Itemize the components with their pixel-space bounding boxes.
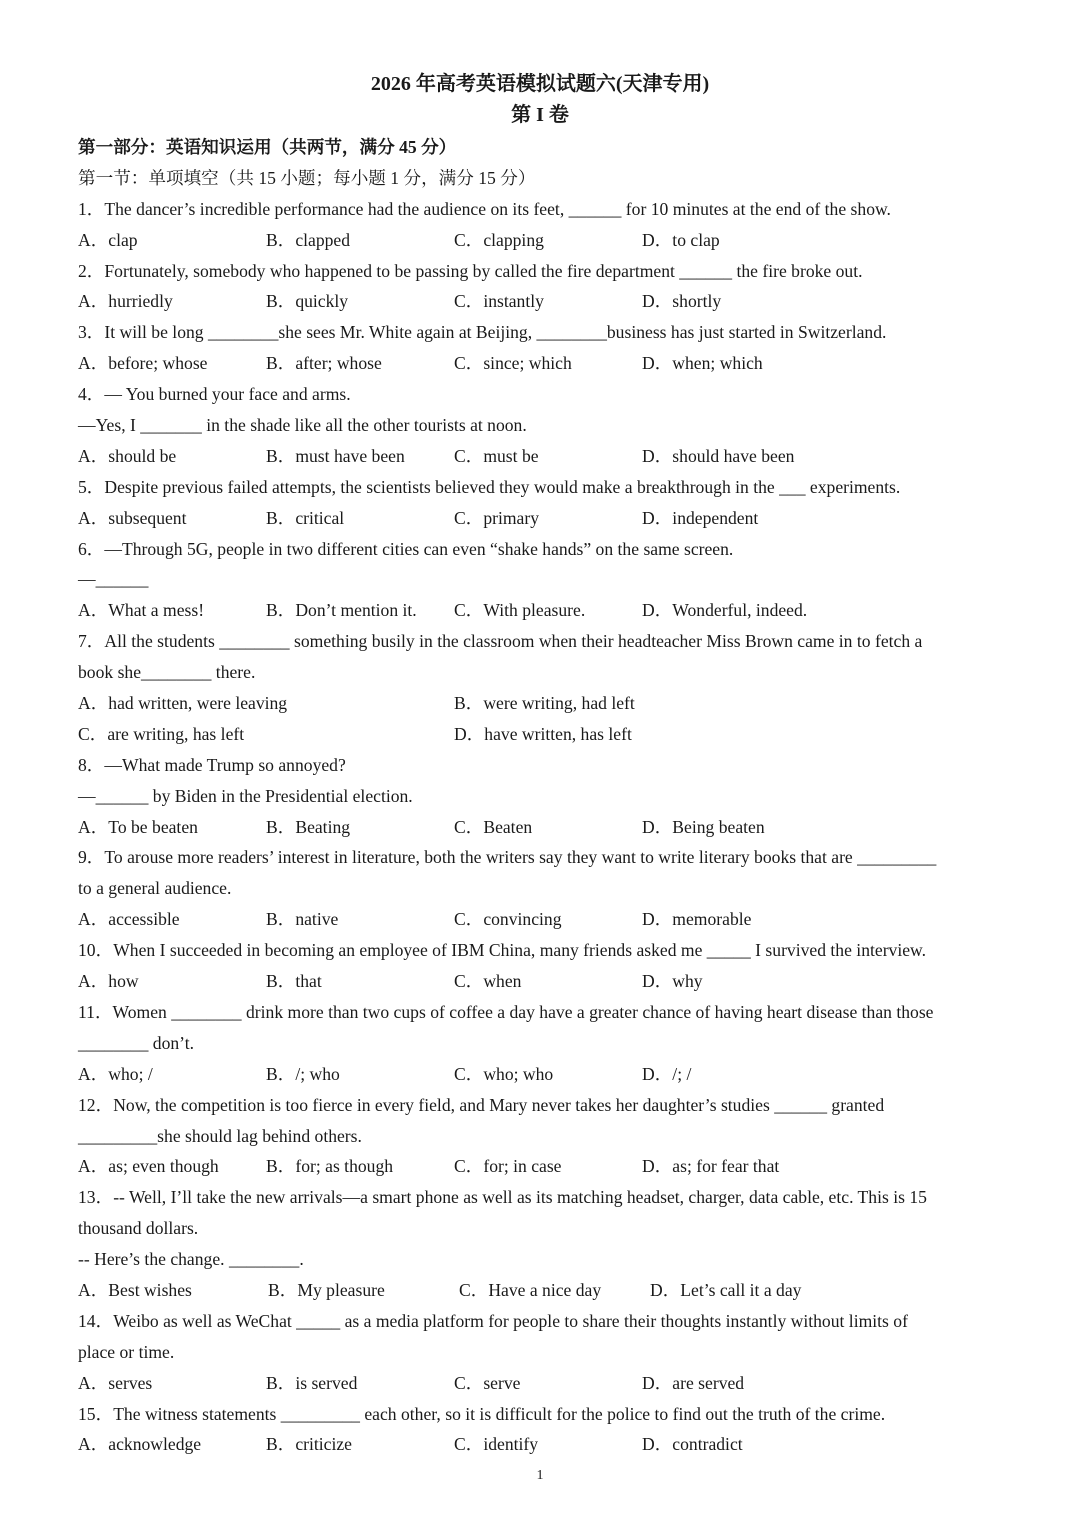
- option-d: D．to clap: [642, 229, 720, 250]
- option-c: C．must be: [454, 445, 539, 466]
- question-13-reply: -- Here’s the change. ________.: [78, 1249, 304, 1270]
- option-b: B．criticize: [266, 1434, 352, 1455]
- option-c: C．who; who: [454, 1063, 554, 1084]
- question-6-reply: —______: [78, 569, 149, 590]
- question-4-options: [78, 441, 1008, 472]
- question-7-stem: 7．All the students ________ something busily in the classroom when their headteacher Miss Brown came in to fetch a: [78, 631, 923, 652]
- question-14-stem: 14．Weibo as well as WeChat _____ as a media platform for people to share their thoughts instantly without limits of: [78, 1310, 908, 1331]
- question-3-stem: 3．It will be long ________she sees Mr. White again at Beijing, ________business has just started in Switzerland.: [78, 322, 887, 343]
- option-d: D．Let’s call it a day: [650, 1279, 802, 1300]
- page-number: 1: [536, 1468, 544, 1483]
- option-a: A．clap: [78, 229, 138, 250]
- option-c: C．since; which: [454, 353, 572, 374]
- option-c: C．Have a nice day: [459, 1279, 602, 1300]
- exam-title: 2026 年高考英语模拟试题六(天津专用): [370, 73, 710, 95]
- option-b: B．critical: [266, 507, 345, 528]
- option-d: D．/; /: [642, 1063, 692, 1084]
- option-a: A．hurriedly: [78, 291, 173, 312]
- option-d: D．why: [642, 971, 703, 992]
- question-15-options: [78, 1429, 1008, 1460]
- option-c: C．clapping: [454, 229, 544, 250]
- option-d: D．when; which: [642, 353, 763, 374]
- exam-content: [78, 132, 1008, 1460]
- option-b: B．that: [266, 971, 322, 992]
- question-8-stem: 8．—What made Trump so annoyed?: [78, 754, 346, 775]
- question-11-options: [78, 1059, 1008, 1090]
- option-a: A．who; /: [78, 1063, 153, 1084]
- question-9-options: [78, 904, 1008, 935]
- question-13-options: [78, 1275, 1008, 1306]
- option-a: A．as; even though: [78, 1156, 219, 1177]
- question-10-options: [78, 966, 1008, 997]
- option-d: D．as; for fear that: [642, 1156, 780, 1177]
- option-a: A．serves: [78, 1372, 153, 1393]
- question-11-stem: 11．Women ________ drink more than two cups of coffee a day have a greater chance of having heart disease than those: [78, 1001, 934, 1022]
- option-d: D．are served: [642, 1372, 745, 1393]
- option-a: A．subsequent: [78, 507, 187, 528]
- question-12-options: [78, 1151, 1008, 1182]
- option-a: A．should be: [78, 445, 177, 466]
- question-4-stem: 4．— You burned your face and arms.: [78, 384, 351, 405]
- question-8-reply: —______ by Biden in the Presidential election.: [78, 785, 413, 806]
- option-a: A．had written, were leaving: [78, 693, 288, 714]
- option-d: D．shortly: [642, 291, 722, 312]
- volume-title: 第 I 卷: [511, 104, 569, 126]
- option-b: B．were writing, had left: [454, 693, 635, 714]
- question-10-stem: 10．When I succeeded in becoming an employee of IBM China, many friends asked me _____ I survived the interview.: [78, 940, 927, 961]
- section-heading: 第一节：单项填空（共 15 小题；每小题 1 分，满分 15 分）: [78, 167, 536, 188]
- question-5-stem: 5．Despite previous failed attempts, the scientists believed they would make a breakthrough in the ___ experiments.: [78, 476, 901, 497]
- question-2-options: [78, 286, 1008, 317]
- option-a: A．What a mess!: [78, 600, 205, 621]
- option-b: B．for; as though: [266, 1156, 394, 1177]
- option-b: B．native: [266, 909, 339, 930]
- question-9-stem: 9．To arouse more readers’ interest in literature, both the writers say they want to write literary books that are _________: [78, 847, 937, 868]
- option-b: B．Don’t mention it.: [266, 600, 417, 621]
- question-1-stem: 1．The dancer’s incredible performance had the audience on its feet, ______ for 10 minutes at the end of the show.: [78, 198, 891, 219]
- question-4-reply: —Yes, I _______ in the shade like all the other tourists at noon.: [78, 415, 527, 436]
- question-6-stem: 6．—Through 5G, people in two different cities can even “shake hands” on the same screen.: [78, 538, 734, 559]
- question-13-stem: 13．-- Well, I’ll take the new arrivals—a smart phone as well as its matching headset, charger, data cable, etc. This is 15: [78, 1187, 927, 1208]
- option-a: A．how: [78, 971, 139, 992]
- option-d: D．Being beaten: [642, 816, 765, 837]
- option-b: B．after; whose: [266, 353, 382, 374]
- question-11-stem-cont: ________ don’t.: [78, 1032, 194, 1053]
- option-a: A．Best wishes: [78, 1279, 192, 1300]
- option-c: C．serve: [454, 1372, 521, 1393]
- option-c: C．instantly: [454, 291, 544, 312]
- option-c: C．for; in case: [454, 1156, 562, 1177]
- option-b: B．/; who: [266, 1063, 340, 1084]
- option-c: C．when: [454, 971, 522, 992]
- question-9-stem-cont: to a general audience.: [78, 878, 232, 899]
- option-b: B．is served: [266, 1372, 358, 1393]
- option-d: D．contradict: [642, 1434, 743, 1455]
- question-2-stem: 2．Fortunately, somebody who happened to be passing by called the fire department ______ the fire broke out.: [78, 260, 863, 281]
- option-a: A．To be beaten: [78, 816, 198, 837]
- option-c: C．identify: [454, 1434, 539, 1455]
- option-a: A．accessible: [78, 909, 180, 930]
- question-6-options: [78, 595, 1008, 626]
- option-c: C．Beaten: [454, 816, 533, 837]
- question-5-options: [78, 503, 1008, 534]
- question-7-options-row1: [78, 688, 1008, 719]
- question-15-stem: 15．The witness statements _________ each other, so it is difficult for the police to find out the truth of the crime.: [78, 1403, 886, 1424]
- option-d: D．memorable: [642, 909, 752, 930]
- option-c: C．convincing: [454, 909, 562, 930]
- question-8-options: [78, 812, 1008, 843]
- option-a: A．acknowledge: [78, 1434, 202, 1455]
- question-13-stem-cont: thousand dollars.: [78, 1218, 199, 1239]
- question-1-options: [78, 225, 1008, 256]
- option-b: B．My pleasure: [268, 1279, 385, 1300]
- option-c: C．primary: [454, 507, 540, 528]
- question-7-options-row2: [78, 719, 1008, 750]
- option-a: A．before; whose: [78, 353, 208, 374]
- option-d: D．have written, has left: [454, 723, 632, 744]
- option-b: B．Beating: [266, 816, 351, 837]
- question-12-stem: 12．Now, the competition is too fierce in every field, and Mary never takes her daughter’s studies ______ granted: [78, 1094, 885, 1115]
- question-14-stem-cont: place or time.: [78, 1341, 175, 1362]
- option-b: B．quickly: [266, 291, 349, 312]
- option-d: D．should have been: [642, 445, 795, 466]
- option-d: D．Wonderful, indeed.: [642, 600, 808, 621]
- question-7-stem-cont: book she________ there.: [78, 662, 256, 683]
- question-3-options: [78, 348, 1008, 379]
- part-heading: 第一部分：英语知识运用（共两节，满分 45 分）: [78, 137, 457, 157]
- option-b: B．clapped: [266, 229, 351, 250]
- option-c: C．are writing, has left: [78, 723, 245, 744]
- question-14-options: [78, 1368, 1008, 1399]
- question-12-stem-cont: _________she should lag behind others.: [78, 1125, 362, 1146]
- option-b: B．must have been: [266, 445, 405, 466]
- option-c: C．With pleasure.: [454, 600, 586, 621]
- option-d: D．independent: [642, 507, 759, 528]
